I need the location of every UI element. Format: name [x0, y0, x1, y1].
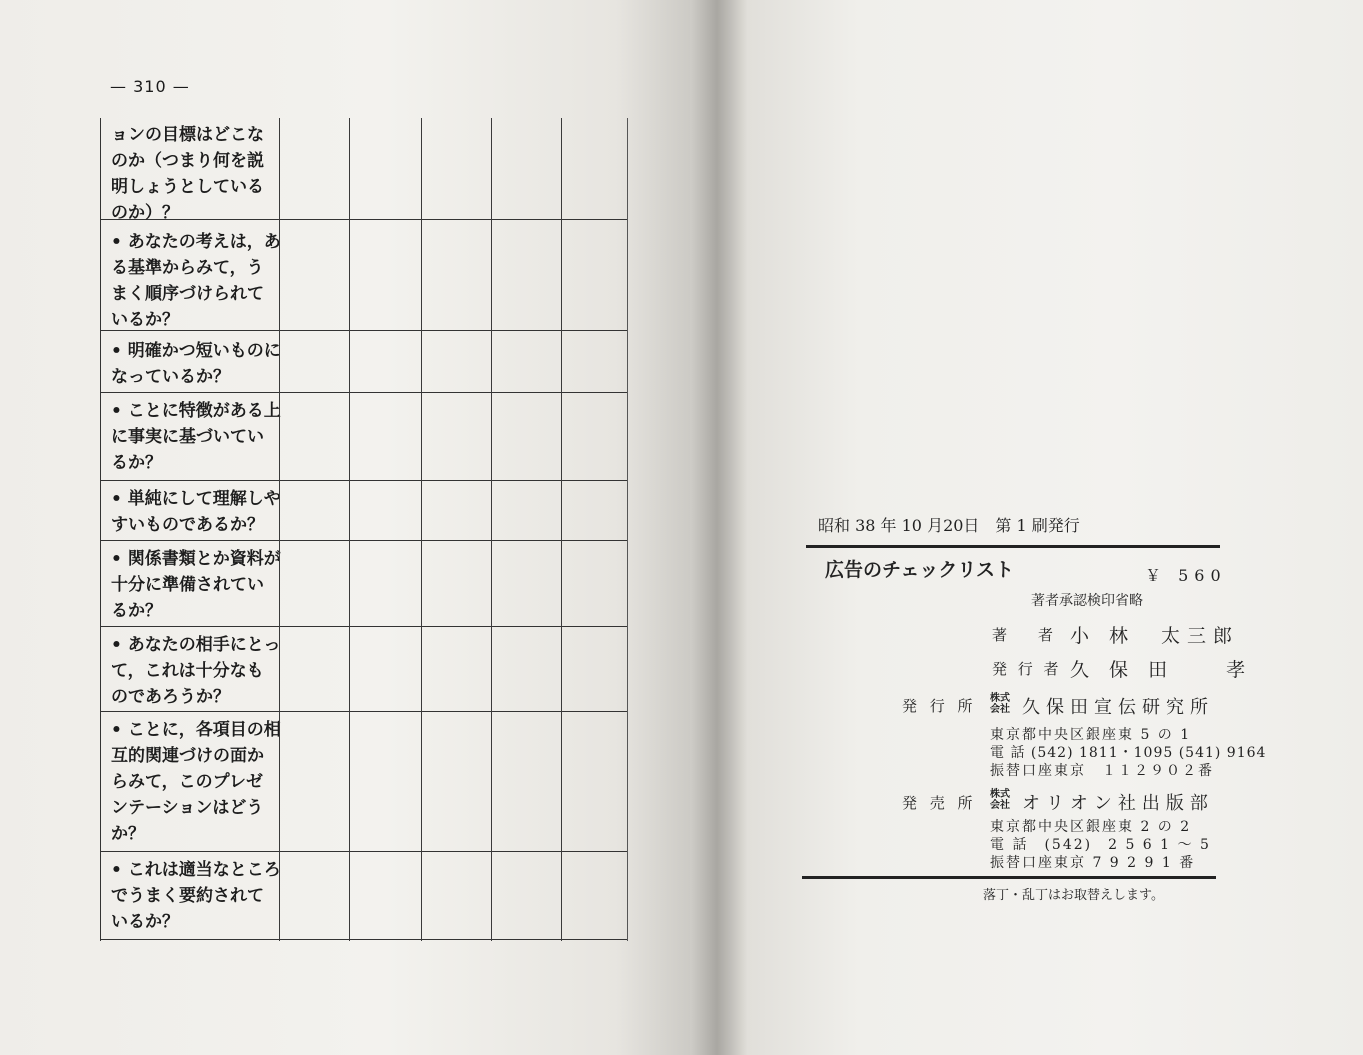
issuer-corp-mark: 株式 会社	[990, 693, 1010, 715]
issuer-label: 発 行 所	[902, 697, 977, 715]
issuer-name: 久保田宣伝研究所	[1022, 697, 1214, 718]
table-row	[101, 118, 627, 223]
table-row	[101, 853, 627, 940]
issue-date-line: 昭和 38 年 10 月20日 第 1 刷発行	[818, 516, 1080, 535]
checklist-table	[100, 118, 628, 941]
column-divider	[561, 118, 562, 941]
seller-corp-mark: 株式 会社	[990, 789, 1010, 811]
table-row	[101, 713, 627, 852]
book-title: 広告のチェックリスト	[825, 559, 1015, 581]
table-row	[101, 221, 627, 331]
book-price: ￥ 560	[1145, 566, 1227, 585]
author-name: 小 林 太三郎	[1070, 625, 1240, 647]
issuer-address: 東京都中央区銀座東 5 の 1	[990, 727, 1192, 743]
seller-transfer-account: 振替口座東京 7 9 2 9 1 番	[990, 855, 1196, 871]
checklist-question: • ことに，各項目の相 互的関連づけの面か らみて，このプレゼ ンテーションはどう か？	[111, 720, 281, 844]
table-row	[101, 332, 627, 393]
checklist-question: • これは適当なところ でうまく要約されて いるか？	[111, 860, 281, 932]
colophon-bottom-rule	[802, 876, 1216, 879]
checklist-question: • あなたの考えは，あ る基準からみて，う まく順序づけられて いるか？	[111, 232, 281, 330]
column-divider	[491, 118, 492, 941]
column-divider	[349, 118, 350, 941]
checklist-question: • ことに特徴がある上 に事実に基づいてい るか？	[111, 401, 281, 473]
checklist-question: • 単純にして理解しや すいものであるか？	[111, 489, 281, 535]
seller-address: 東京都中央区銀座東 2 の 2	[990, 819, 1192, 835]
checklist-question: • あなたの相手にとっ て，これは十分なも のであろうか？	[111, 635, 281, 707]
table-row	[101, 542, 627, 627]
publisher-person-label: 発 行 者	[992, 660, 1062, 678]
checklist-question: • 関係書類とか資料が 十分に準備されてい るか？	[111, 549, 281, 621]
issuer-phone: 電 話 (542) 1811・1095 (541) 9164	[990, 745, 1267, 761]
column-divider	[421, 118, 422, 941]
issuer-transfer-account: 振替口座東京 １１２９０２番	[990, 763, 1214, 779]
page-number: — 310 —	[110, 77, 190, 96]
table-row	[101, 482, 627, 541]
errata-note: 落丁・乱丁はお取替えします。	[983, 888, 1164, 903]
table-row	[101, 394, 627, 481]
author-label: 著 者	[992, 626, 1062, 644]
seller-phone: 電 話 (542) 2 5 6 1 ～ 5	[990, 837, 1211, 853]
checklist-question: • 明確かつ短いものに なっているか？	[111, 341, 281, 387]
seller-label: 発 売 所	[902, 794, 977, 812]
column-divider	[279, 118, 280, 941]
table-row	[101, 628, 627, 712]
publisher-person-name: 久 保 田 孝	[1070, 659, 1253, 681]
seller-name: オリオン社出版部	[1022, 793, 1214, 814]
checklist-question: ョンの目標はどこな のか（つまり何を説 明しょうとしている のか）？	[111, 125, 264, 223]
approval-note: 著者承認検印省略	[1031, 593, 1143, 609]
colophon-top-rule	[806, 545, 1220, 548]
book-gutter	[690, 0, 750, 1055]
